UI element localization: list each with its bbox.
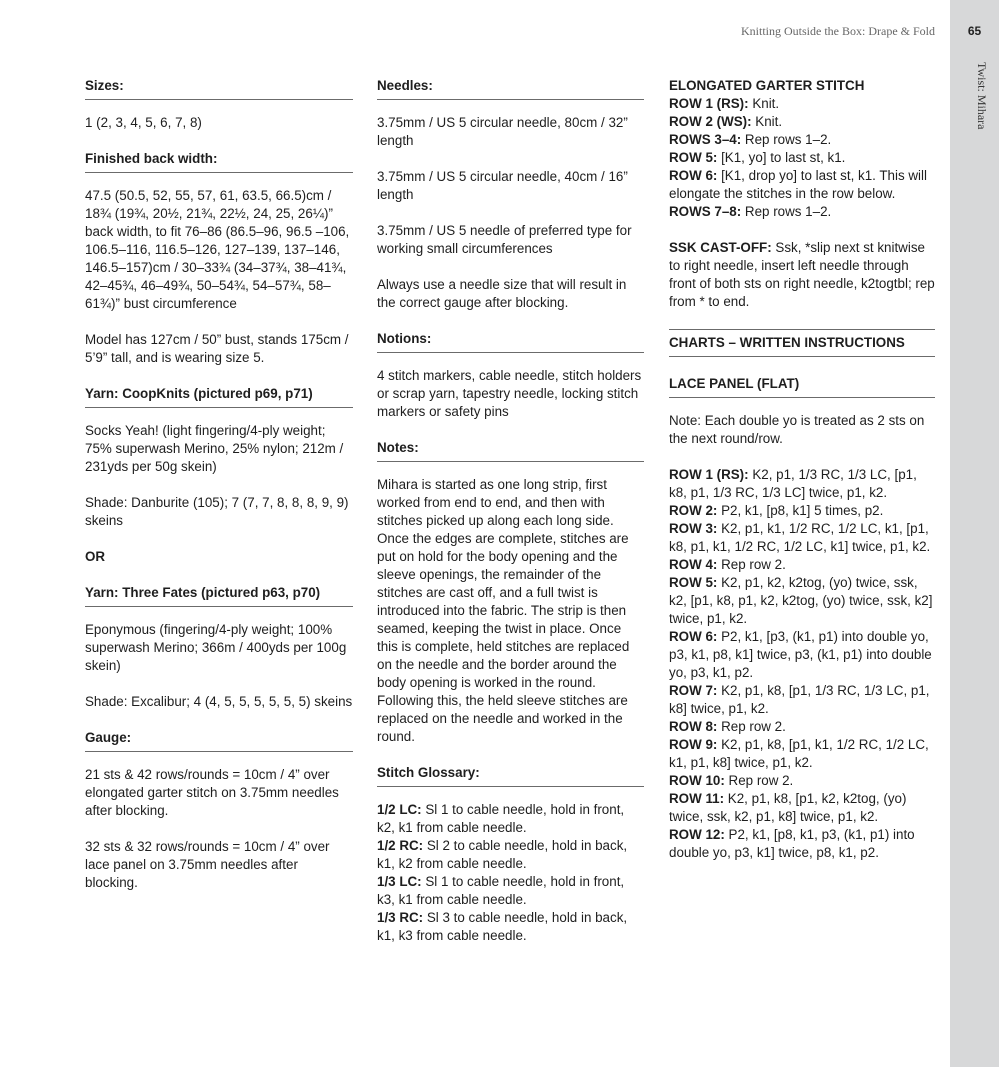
glossary-term: 1/2 LC: [377,802,422,817]
row-label: ROW 6: [669,168,718,183]
shade1-text: Shade: Danburite (105); 7 (7, 7, 8, 8, 8, 9, 9) skeins [85,495,349,528]
row-text: K2, p1, k2, k2tog, (yo) twice, ssk, k2, [p1, k8, p1, k2, k2tog, (yo) twice, ssk, k2] twice, p1, k2. [669,575,933,626]
pattern-row [669,628,935,682]
yarn1-heading: Yarn: CoopKnits (pictured p69, p71) [85,385,353,408]
width-heading: Finished back width: [85,150,353,173]
row-label: ROWS 3–4: [669,132,742,147]
row-text: [K1, drop yo] to last st, k1. This will elongate the stitches in the row below. [669,168,927,201]
row-text: Knit. [751,114,783,129]
row-text: P2, k1, [p8, k1] 5 times, p2. [717,503,884,518]
row-label: ROW 2: [669,503,718,518]
pattern-row [669,772,935,790]
glossary-entry [377,873,644,909]
lace-note: Note: Each double yo is treated as 2 sts on the next round/row. [669,413,925,446]
ssk-cast-off [669,239,935,311]
pattern-row [669,826,935,862]
row-label: ROW 10: [669,773,725,788]
row-text: Rep rows 1–2. [741,204,832,219]
glossary-term: 1/3 RC: [377,910,424,925]
row-text: Knit. [748,96,780,111]
pattern-row [669,203,935,221]
row-text: Rep row 2. [717,557,786,572]
gauge-heading: Gauge: [85,729,353,752]
model-text: Model has 127cm / 50” bust, stands 175cm / 5’9” tall, and is wearing size 5. [85,332,349,365]
shade2-text: Shade: Excalibur; 4 (4, 5, 5, 5, 5, 5, 5) skeins [85,694,353,709]
glossary-entry [377,837,644,873]
glossary-term: 1/2 RC: [377,838,424,853]
pattern-row [669,574,935,628]
glossary-entry [377,909,644,945]
row-label: ROW 1 (RS): [669,467,749,482]
gauge1-text: 21 sts & 42 rows/rounds = 10cm / 4” over elongated garter stitch on 3.75mm needles after blocking. [85,767,339,818]
gauge2-text: 32 sts & 32 rows/rounds = 10cm / 4” over lace panel on 3.75mm needles after blocking. [85,839,330,890]
glossary-def: Sl 1 to cable needle, hold in front, k3, k1 from cable needle. [377,874,625,907]
row-label: ROW 9: [669,737,718,752]
yarn1-text: Socks Yeah! (light fingering/4-ply weight; 75% superwash Merino, 25% nylon; 212m / 231yds per 50g skein) [85,423,344,474]
row-text: [K1, yo] to last st, k1. [717,150,846,165]
lace-rows [669,466,935,862]
lace-heading: LACE PANEL (FLAT) [669,375,935,398]
row-text: K2, p1, k8, [p1, 1/3 RC, 1/3 LC, p1, k8] twice, p1, k2. [669,683,930,716]
pattern-row [669,131,935,149]
row-label: ROW 11: [669,791,725,806]
pattern-row [669,466,935,502]
needles-heading: Needles: [377,77,644,100]
pattern-row [669,790,935,826]
pattern-row [669,718,935,736]
garter-rows [669,95,935,221]
row-label: ROW 2 (WS): [669,114,752,129]
yarn2-heading: Yarn: Three Fates (pictured p63, p70) [85,584,353,607]
row-text: K2, p1, k8, [p1, k2, k2tog, (yo) twice, ssk, k2, p1, k8] twice, p1, k2. [669,791,907,824]
glossary-list [377,801,644,945]
row-label: ROW 5: [669,575,718,590]
pattern-row [669,167,935,203]
row-text: Rep row 2. [717,719,786,734]
charts-heading: CHARTS – WRITTEN INSTRUCTIONS [669,329,935,357]
notions-heading: Notions: [377,330,644,353]
row-label: ROW 1 (RS): [669,96,749,111]
glossary-def: Sl 3 to cable needle, hold in back, k1, k3 from cable needle. [377,910,628,943]
needle-note: Always use a needle size that will result in the correct gauge after blocking. [377,277,627,310]
ssk-text: Ssk, *slip next st knitwise to right needle, insert left needle through front of both sts on right needle, k2togtbl; rep from * to end. [669,240,935,309]
ssk-label: SSK CAST-OFF: [669,240,772,255]
pattern-row [669,95,935,113]
glossary-entry [377,801,644,837]
needle-item: 3.75mm / US 5 needle of preferred type for working small circumferences [377,223,632,256]
row-text: Rep rows 1–2. [741,132,832,147]
glossary-term: 1/3 LC: [377,874,422,889]
pattern-row [669,149,935,167]
row-text: K2, p1, k8, [p1, k1, 1/2 RC, 1/2 LC, k1, p1, k8] twice, p1, k2. [669,737,929,770]
sizes-text: 1 (2, 3, 4, 5, 6, 7, 8) [85,115,202,130]
needle-item: 3.75mm / US 5 circular needle, 80cm / 32” length [377,115,628,148]
notes-text: Mihara is started as one long strip, first worked from end to end, and then with stitches picked up along each long side. Once the edges are complete, stitches are put on hold for the body opening and the sleeve openings, the remainder of the stitches are cast off, and a full twist is introduced into the fabric. The strip is then seamed, keeping the twist in place. Once this is complete, held stitches are replaced on the needle and the border around the body opening is worked in the round. Following this, the held sleeve stitches are replaced on the needle and worked in the round. [377,477,630,744]
chapter-sidebar [950,0,999,1067]
width-text: 47.5 (50.5, 52, 55, 57, 61, 63.5, 66.5)cm / 18¾ (19¾, 20½, 21¾, 22½, 24, 25, 26¼)” back width, to fit 76–86 (86.5–96, 96.5 –106, 106.5–116, 116.5–126, 127–139, 137–146, 146.5–157)cm / 30–33¾ (34–37¾, 38–41¾, 42–45¾, 46–49¾, 50–54¾, 54–57¾, 58–61¾)” bust circumference [85,188,350,311]
glossary-def: Sl 2 to cable needle, hold in back, k1, k2 from cable needle. [377,838,628,871]
pattern-row [669,682,935,718]
column-needles-notes [377,77,644,963]
row-text: P2, k1, [p8, k1, p3, (k1, p1) into double yo, p3, k1] twice, p8, k1, p2. [669,827,915,860]
row-label: ROWS 7–8: [669,204,742,219]
glossary-def: Sl 1 to cable needle, hold in front, k2, k1 from cable needle. [377,802,625,835]
column-stitches [669,77,935,880]
row-label: ROW 12: [669,827,725,842]
pattern-row [669,502,935,520]
row-text: Rep row 2. [724,773,794,788]
running-title: Knitting Outside the Box: Drape & Fold [741,24,935,38]
row-text: K2, p1, k1, 1/2 RC, 1/2 LC, k1, [p1, k8, p1, k1, 1/2 RC, 1/2 LC, k1] twice, p1, k2. [669,521,931,554]
row-label: ROW 7: [669,683,718,698]
notes-heading: Notes: [377,439,644,462]
glossary-heading: Stitch Glossary: [377,764,644,787]
row-text: K2, p1, 1/3 RC, 1/3 LC, [p1, k8, p1, 1/3 RC, 1/3 LC] twice, p1, k2. [669,467,917,500]
pattern-row [669,113,935,131]
or-heading: OR [85,549,106,564]
garter-heading: ELONGATED GARTER STITCH [669,78,865,93]
row-label: ROW 4: [669,557,718,572]
needle-item: 3.75mm / US 5 circular needle, 40cm / 16” length [377,169,628,202]
yarn2-text: Eponymous (fingering/4-ply weight; 100% superwash Merino; 366m / 400yds per 100g skein) [85,622,347,673]
notions-text: 4 stitch markers, cable needle, stitch holders or scrap yarn, tapestry needle, locking stitch markers or safety pins [377,368,642,419]
pattern-row [669,520,935,556]
chapter-tab: Twist: Mihara [975,62,989,130]
pattern-row [669,736,935,772]
row-text: P2, k1, [p3, (k1, p1) into double yo, p3, k1, p8, k1] twice, p3, (k1, p1) into double yo, p3, k1, p2. [669,629,932,680]
row-label: ROW 3: [669,521,718,536]
sizes-heading: Sizes: [85,77,353,100]
pattern-row [669,556,935,574]
row-label: ROW 6: [669,629,718,644]
row-label: ROW 8: [669,719,718,734]
page-number: 65 [967,24,982,38]
column-materials [85,77,353,910]
row-label: ROW 5: [669,150,718,165]
